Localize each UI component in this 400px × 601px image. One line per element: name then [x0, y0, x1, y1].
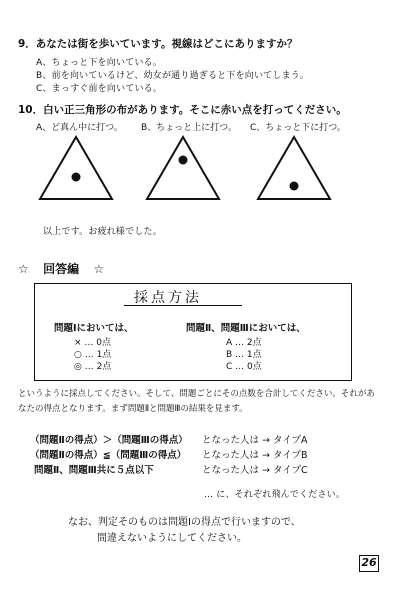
- closing-text: 以上です。お疲れ様でした。: [43, 227, 162, 237]
- rule-c-condition: 問題Ⅱ、問題Ⅲ共に５点以下: [34, 465, 154, 476]
- q10-option-b: B、ちょっと上に打つ。: [141, 123, 237, 133]
- answer-section-header: [18, 260, 104, 277]
- answer-section-title: 回答編: [43, 262, 80, 276]
- scoring-right-item: B … 1点: [226, 350, 262, 360]
- scoring-right-item: A … 2点: [226, 338, 262, 348]
- star-icon: ☆: [93, 262, 105, 276]
- instructions-paragraph: というように採点してください。そして、問題ごとにその点数を合計してください。それがあなたの得点となります。まず問題Ⅱと問題Ⅲの結果を見ます。: [18, 389, 375, 414]
- question-9-title: 9．あなたは街を歩いています。視線はどこにありますか？: [18, 38, 298, 50]
- scoring-left-item: ○ … 1点: [74, 350, 112, 360]
- scoring-left-item: ◎ … 2点: [74, 362, 112, 372]
- q9-option-b: B、前を向いているけど、幼女が通り過ぎると下を向いてしまう。: [36, 71, 310, 81]
- scoring-left-item: × … 0点: [74, 338, 111, 348]
- scoring-right-item: C … 0点: [226, 362, 262, 372]
- scoring-title-underline: [124, 305, 242, 306]
- dot-center: [72, 173, 81, 182]
- question-10-title: 10．白い正三角形の布があります。そこに赤い点を打ってください。: [18, 104, 347, 116]
- final-note-line-2: 間違えないようにしてください。: [97, 533, 247, 544]
- scoring-right-heading: 問題Ⅱ、問題Ⅲにおいては、: [186, 323, 306, 334]
- dot-lower: [290, 182, 299, 191]
- dot-upper: [179, 156, 188, 165]
- rule-a-condition: （問題Ⅱの得点）＞（問題Ⅲの得点）: [30, 435, 188, 446]
- scoring-left-heading: 問題Ⅰにおいては、: [54, 323, 134, 334]
- jump-note: … に、それぞれ飛んでください。: [204, 490, 346, 500]
- q9-option-c: C、まっすぐ前を向いている。: [36, 84, 163, 94]
- triangle-c-icon: [256, 135, 332, 201]
- page-number: 26: [359, 555, 379, 572]
- q10-option-a: A、ど真ん中に打つ。: [36, 123, 123, 133]
- triangle-a-icon: [38, 135, 114, 201]
- star-icon: ☆: [18, 262, 29, 276]
- scoring-title: 採点方法: [134, 290, 202, 306]
- rule-b-condition: （問題Ⅱの得点）≦（問題Ⅲの得点）: [30, 450, 187, 461]
- rule-b-result: となった人は → タイプB: [202, 450, 308, 461]
- rule-a-result: となった人は → タイプA: [202, 435, 308, 446]
- final-note-line-1: なお、判定そのものは問題Ⅰの得点で行いますので、: [68, 517, 301, 528]
- q10-option-c: C、ちょっと下に打つ。: [250, 123, 346, 133]
- triangle-b-icon: [145, 135, 221, 201]
- q9-option-a: A、ちょっと下を向いている。: [36, 58, 162, 68]
- rule-c-result: となった人は → タイプC: [202, 465, 308, 476]
